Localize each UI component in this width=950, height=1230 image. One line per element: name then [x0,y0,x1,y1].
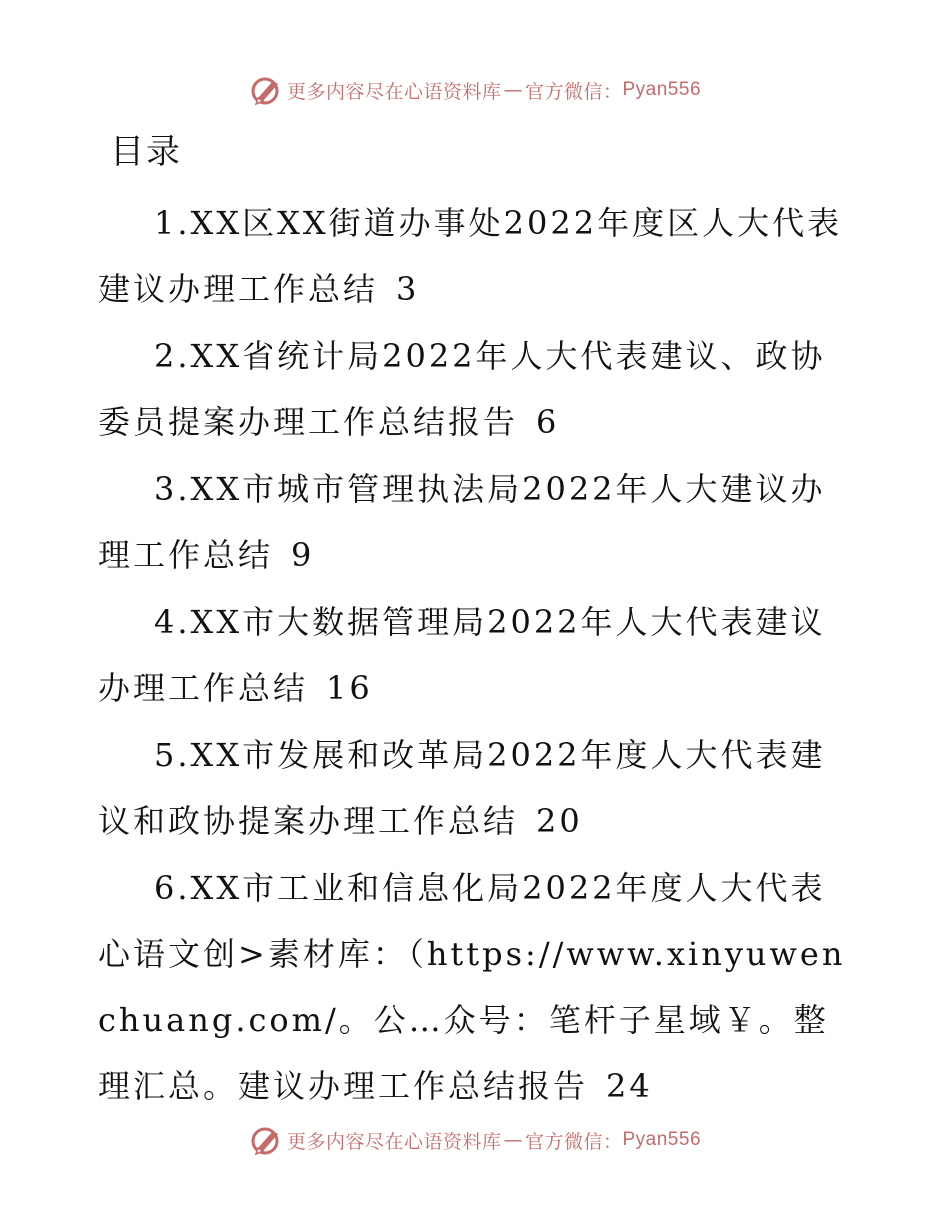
watermark-text: 更多内容尽在心语资料库 [286,1130,502,1153]
watermark-label: 官方微信： [524,1130,623,1153]
toc-item-page: 20 [536,802,583,840]
watermark-label: 官方微信： [524,80,623,103]
toc-item-text: 1.XX区XX街道办事处2022年度区人大代表建议办理工作总结 [98,204,843,308]
toc-item-text: 6.XX市工业和信息化局2022年度人大代表心语文创>素材库：（https://www.xinyuwenchuang.com/。公…众号：笔杆子星域￥。整理汇总。建议办理工作总结报告 [98,869,846,1105]
watermark-separator: — [503,1129,523,1151]
watermark-banner-bottom [0,1120,950,1160]
toc-item-page: 9 [291,536,315,574]
watermark-text: 更多内容尽在心语资料库 [286,80,502,103]
watermark-handle: Pyan556 [622,1129,702,1150]
pen-logo-icon [249,1123,283,1157]
toc-item-text: 2.XX省统计局2022年人大代表建议、政协委员提案办理工作总结报告 [98,337,826,441]
toc-item-page: 16 [326,669,373,707]
pen-logo-icon [249,73,283,107]
toc-item-page: 24 [606,1067,653,1105]
toc-item-4[interactable] [98,589,858,721]
toc-item-text: 5.XX市发展和改革局2022年度人大代表建议和政协提案办理工作总结 [98,736,826,840]
toc-list [98,190,858,1120]
toc-item-page: 6 [536,403,560,441]
toc-item-page: 3 [396,270,420,308]
toc-item-1[interactable] [98,190,858,322]
toc-item-6[interactable] [98,855,858,1119]
toc-item-text: 3.XX市城市管理执法局2022年人大建议办理工作总结 [98,470,826,574]
watermark-banner-top [0,70,950,110]
watermark-handle: Pyan556 [622,79,702,100]
toc-item-3[interactable] [98,456,858,588]
toc-title: 目录 [110,132,182,172]
toc-item-5[interactable] [98,722,858,854]
toc-item-text: 4.XX市大数据管理局2022年人大代表建议办理工作总结 [98,603,826,707]
watermark-separator: — [503,79,523,101]
toc-item-2[interactable] [98,323,858,455]
